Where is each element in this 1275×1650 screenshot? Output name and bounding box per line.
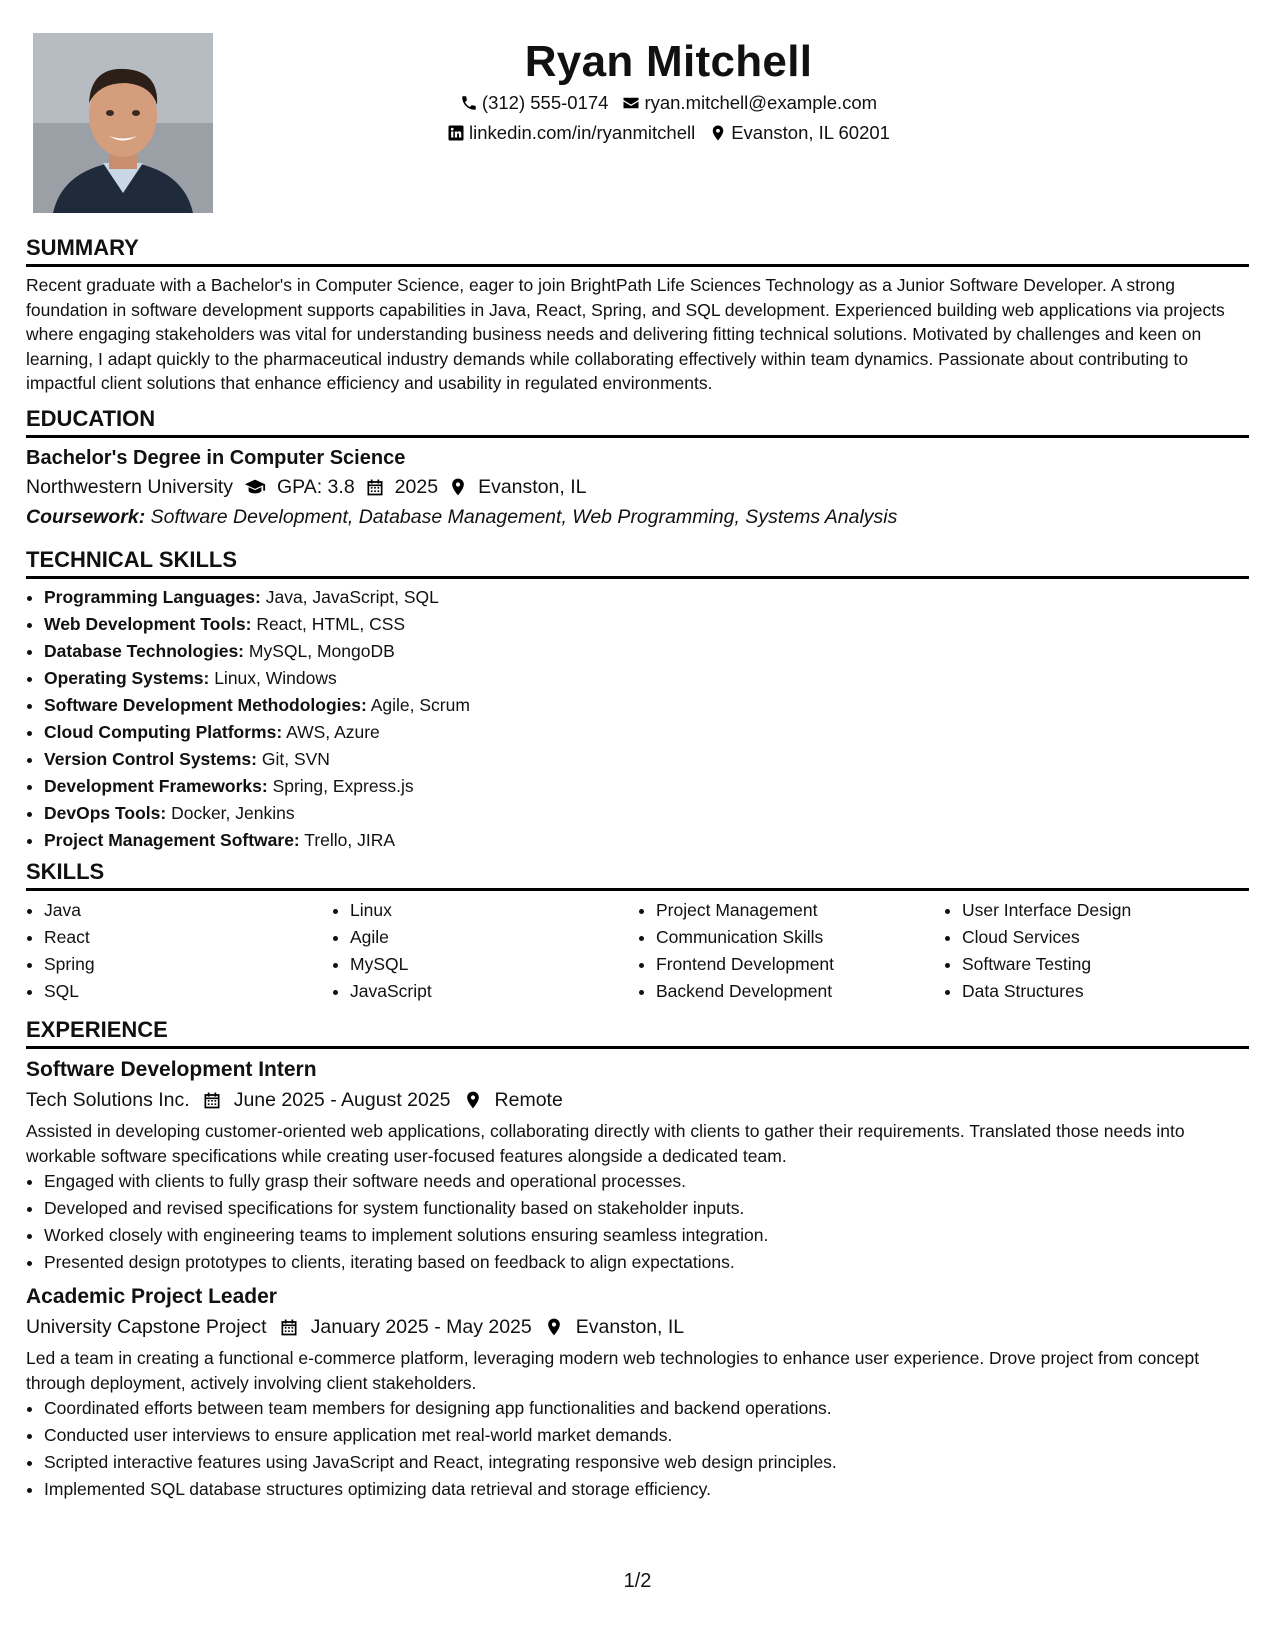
contact-line-2: [186, 118, 1151, 148]
list-item: • Coordinated efforts between team members for designing app functionalities and backend operations.: [44, 1395, 1249, 1422]
section-divider: [26, 264, 1249, 267]
coursework-label: Coursework:: [26, 506, 146, 528]
list-item: • Engaged with clients to fully grasp their software needs and operational processes.: [44, 1168, 1249, 1195]
education-section: [26, 405, 1249, 532]
skill-category: Version Control Systems:: [44, 749, 257, 769]
skill-values: Git, SVN: [261, 749, 330, 769]
job-title: Academic Project Leader: [26, 1285, 277, 1308]
map-pin-icon: [448, 477, 468, 497]
skill-values: MySQL, MongoDB: [248, 641, 395, 661]
job-bullets: [26, 1395, 1249, 1503]
graduation-year: 2025: [394, 476, 439, 498]
calendar-icon: [202, 1090, 222, 1110]
skills-title: SKILLS: [26, 859, 105, 884]
list-item: [44, 827, 1249, 854]
skill-category: Project Management Software:: [44, 830, 300, 850]
candidate-name: Ryan Mitchell: [524, 37, 813, 86]
list-item: • Scripted interactive features using JavaScript and React, integrating responsive web design principles.: [44, 1449, 1249, 1476]
contact-line-1: [186, 88, 1151, 118]
resume-page: [26, 0, 1249, 1650]
linkedin-icon: [447, 124, 465, 142]
list-item: [44, 584, 1249, 611]
education-title: EDUCATION: [26, 406, 156, 431]
skills-column: [332, 897, 638, 1005]
phone-contact: [460, 88, 609, 118]
skill-category: Programming Languages:: [44, 587, 261, 607]
skills-section: [26, 858, 1249, 1005]
list-item: [44, 746, 1249, 773]
section-divider: [26, 888, 1249, 891]
list-item: [44, 611, 1249, 638]
list-item: • MySQL: [350, 951, 638, 978]
list-item: • Spring: [44, 951, 332, 978]
job-meta: [26, 1312, 1249, 1342]
skills-column: [944, 897, 1249, 1005]
envelope-icon: [622, 94, 640, 112]
job-location: Remote: [494, 1089, 563, 1111]
list-item: • React: [44, 924, 332, 951]
technical-skills-title: TECHNICAL SKILLS: [26, 547, 238, 572]
skill-category: Cloud Computing Platforms:: [44, 722, 283, 742]
list-item: [44, 692, 1249, 719]
list-item: • Cloud Services: [962, 924, 1249, 951]
list-item: • Software Testing: [962, 951, 1249, 978]
list-item: [44, 719, 1249, 746]
list-item: • Presented design prototypes to clients, iterating based on feedback to align expectations.: [44, 1249, 1249, 1276]
job-description: Led a team in creating a functional e-commerce platform, leveraging modern web technologies to enhance user experience. Drove project from concept through deployment, actively involving client stakeholders.: [26, 1348, 1200, 1393]
job-description: Assisted in developing customer-oriented web applications, collaborating directly with clients to gather their requirements. Translated those needs into workable software specifications while creating user-focused features alongside a dedicated team.: [26, 1121, 1185, 1166]
skill-values: React, HTML, CSS: [256, 614, 406, 634]
skill-category: Database Technologies:: [44, 641, 245, 661]
skill-category: DevOps Tools:: [44, 803, 167, 823]
coursework-line: [26, 502, 1249, 532]
list-item: [44, 638, 1249, 665]
skill-values: Linux, Windows: [214, 668, 337, 688]
summary-section: [26, 234, 1249, 396]
list-item: • Data Structures: [962, 978, 1249, 1005]
skill-values: Java, JavaScript, SQL: [265, 587, 439, 607]
skill-values: Agile, Scrum: [370, 695, 470, 715]
map-pin-icon: [544, 1317, 564, 1337]
list-item: • Frontend Development: [656, 951, 944, 978]
section-divider: [26, 1046, 1249, 1049]
list-item: [44, 800, 1249, 827]
coursework-text: Software Development, Database Management, Web Programming, Systems Analysis: [150, 506, 898, 528]
job-bullets: [26, 1168, 1249, 1276]
list-item: • Java: [44, 897, 332, 924]
skills-grid: [26, 897, 1249, 1005]
calendar-icon: [279, 1317, 299, 1337]
phone-number: (312) 555-0174: [481, 92, 609, 113]
skill-category: Software Development Methodologies:: [44, 695, 367, 715]
list-item: • Linux: [350, 897, 638, 924]
location-text: Evanston, IL 60201: [731, 122, 890, 143]
resume-header: [186, 36, 1151, 148]
list-item: • Worked closely with engineering teams to implement solutions ensuring seamless integration.: [44, 1222, 1249, 1249]
list-item: • Developed and revised specifications for system functionality based on stakeholder inputs.: [44, 1195, 1249, 1222]
skill-category: Development Frameworks:: [44, 776, 268, 796]
summary-text: Recent graduate with a Bachelor's in Computer Science, eager to join BrightPath Life Sciences Technology as a Junior Software Developer. A strong foundation in software development supports capabilities in Java, React, Spring, and SQL development. Experienced building web applications via projects where engaging stakeholders was vital for understanding business needs and delivering fitting technical solutions. Motivated by challenges and keen on learning, I adapt quickly to the pharmaceutical industry demands while collaborating effectively within team dynamics. Passionate about contributing to impactful client solutions that enhance efficiency and usability in regulated environments.: [26, 275, 1225, 393]
list-item: • Agile: [350, 924, 638, 951]
experience-entry: [26, 1282, 1249, 1503]
gpa-text: GPA: 3.8: [276, 476, 355, 498]
experience-entry: [26, 1055, 1249, 1276]
email-contact[interactable]: [622, 88, 877, 118]
organization-name: University Capstone Project: [26, 1316, 267, 1338]
job-dates: January 2025 - May 2025: [310, 1316, 532, 1338]
job-title: Software Development Intern: [26, 1058, 317, 1081]
calendar-icon: [365, 477, 385, 497]
linkedin-contact[interactable]: [447, 118, 695, 148]
list-item: • Conducted user interviews to ensure application met real-world market demands.: [44, 1422, 1249, 1449]
linkedin-url[interactable]: linkedin.com/in/ryanmitchell: [469, 122, 696, 143]
list-item: • Implemented SQL database structures optimizing data retrieval and storage efficiency.: [44, 1476, 1249, 1503]
job-dates: June 2025 - August 2025: [233, 1089, 451, 1111]
list-item: [44, 665, 1249, 692]
experience-title: EXPERIENCE: [26, 1017, 168, 1042]
organization-name: Tech Solutions Inc.: [26, 1089, 190, 1111]
list-item: • Backend Development: [656, 978, 944, 1005]
job-meta: [26, 1085, 1249, 1115]
graduation-cap-icon: [243, 476, 267, 498]
list-item: • User Interface Design: [962, 897, 1249, 924]
email-address[interactable]: ryan.mitchell@example.com: [644, 92, 878, 113]
skill-category: Web Development Tools:: [44, 614, 252, 634]
skill-values: AWS, Azure: [286, 722, 380, 742]
list-item: • Communication Skills: [656, 924, 944, 951]
map-pin-icon: [463, 1090, 483, 1110]
skill-values: Trello, JIRA: [304, 830, 396, 850]
skill-values: Docker, Jenkins: [171, 803, 295, 823]
location-contact: [709, 118, 890, 148]
page-number: 1/2: [623, 1570, 652, 1592]
experience-section: [26, 1016, 1249, 1503]
summary-title: SUMMARY: [26, 235, 139, 260]
technical-skills-list: [26, 584, 1249, 854]
map-pin-icon: [709, 124, 727, 142]
list-item: • JavaScript: [350, 978, 638, 1005]
list-item: • Project Management: [656, 897, 944, 924]
skill-values: Spring, Express.js: [272, 776, 414, 796]
list-item: • SQL: [44, 978, 332, 1005]
education-meta: [26, 472, 1249, 502]
education-location: Evanston, IL: [478, 476, 587, 498]
section-divider: [26, 576, 1249, 579]
school-name: Northwestern University: [26, 476, 233, 498]
skills-column: [638, 897, 944, 1005]
section-divider: [26, 435, 1249, 438]
technical-skills-section: [26, 546, 1249, 854]
job-location: Evanston, IL: [575, 1316, 685, 1338]
list-item: [44, 773, 1249, 800]
skills-column: [26, 897, 332, 1005]
skill-category: Operating Systems:: [44, 668, 210, 688]
phone-icon: [460, 94, 478, 112]
degree-title: Bachelor's Degree in Computer Science: [26, 447, 406, 469]
